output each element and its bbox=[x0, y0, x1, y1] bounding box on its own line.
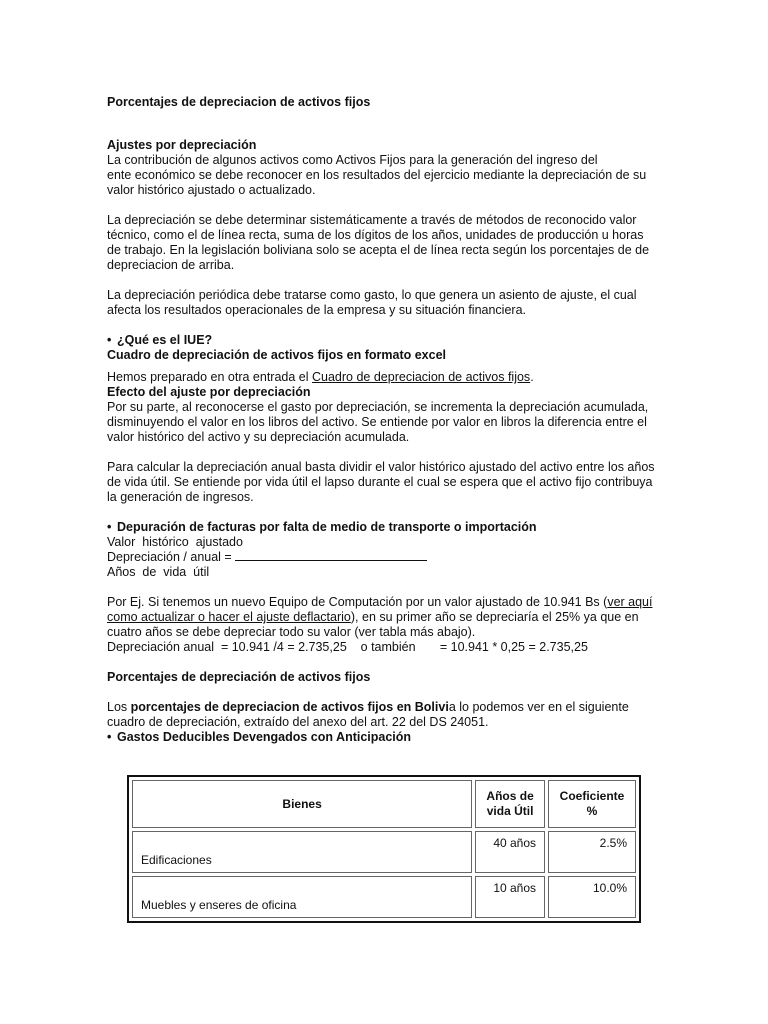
bullet-icon: • bbox=[107, 730, 112, 744]
los-line2: cuadro de depreciación, extraído del anexo del art. 22 del DS 24051. bbox=[107, 715, 489, 729]
bullet-icon: • bbox=[107, 520, 112, 534]
example-line bbox=[107, 610, 667, 625]
cell-anios: 10 años bbox=[475, 876, 545, 918]
formula-numerator: Valor histórico ajustado bbox=[107, 535, 243, 549]
fraction-line bbox=[235, 550, 427, 561]
los-line bbox=[107, 700, 667, 715]
table-row bbox=[132, 831, 636, 873]
document-body bbox=[107, 95, 667, 745]
table-header-row bbox=[132, 780, 636, 828]
cell-coef: 2.5% bbox=[548, 831, 636, 873]
hemos-paragraph bbox=[107, 370, 667, 385]
line: de trabajo. En la legislación boliviana solo se acepta el de línea recta según los porcentajes de de bbox=[107, 243, 650, 257]
line: La contribución de algunos activos como Activos Fijos para la generación del ingreso del bbox=[107, 153, 598, 167]
document-title: Porcentajes de depreciacion de activos fijos bbox=[107, 95, 371, 109]
los-bold: porcentajes de depreciacion de activos fijos en Bolivi bbox=[130, 700, 449, 714]
cell-bien: Edificaciones bbox=[132, 831, 472, 873]
cell-anios: 40 años bbox=[475, 831, 545, 873]
formula-label: Depreciación / anual = bbox=[107, 550, 232, 564]
cell-coef: 10.0% bbox=[548, 876, 636, 918]
ajuste-link[interactable]: ver aquí bbox=[607, 595, 653, 609]
bullet-depuracion-label: Depuración de facturas por falta de medio de transporte o importación bbox=[117, 520, 537, 534]
bullet-gastos[interactable] bbox=[107, 730, 667, 745]
cuadro-link[interactable]: Cuadro de depreciacion de activos fijos bbox=[312, 370, 531, 384]
example-text: Por Ej. Si tenemos un nuevo Equipo de Computación por un valor ajustado de 10.941 Bs ( bbox=[107, 595, 608, 609]
example-text: ), en su primer año se depreciaría el 25% ya que en bbox=[350, 610, 639, 624]
heading-porcentajes: Porcentajes de depreciación de activos fijos bbox=[107, 670, 371, 684]
col-bienes: Bienes bbox=[132, 780, 472, 828]
los-suffix: a lo podemos ver en el siguiente bbox=[448, 700, 629, 714]
line: ente económico se debe reconocer en los resultados del ejercicio mediante la depreciación de su bbox=[107, 168, 647, 182]
formula-row bbox=[107, 550, 667, 565]
depreciation-formula bbox=[107, 535, 667, 580]
heading-ajustes: Ajustes por depreciación bbox=[107, 138, 257, 152]
line: valor histórico ajustado o actualizado. bbox=[107, 183, 316, 197]
line: disminuyendo el valor en los libros del activo. Se entiende por valor en libros la diferencia entre el bbox=[107, 415, 647, 429]
bullet-depuracion[interactable] bbox=[107, 520, 667, 535]
line: La depreciación se debe determinar sistemáticamente a través de métodos de reconocido valor bbox=[107, 213, 637, 227]
line: depreciacion de arriba. bbox=[107, 258, 235, 272]
line: afecta los resultados operacionales de la empresa y su situación financiera. bbox=[107, 303, 526, 317]
bullet-icon: • bbox=[107, 333, 112, 347]
bullet-gastos-label: Gastos Deducibles Devengados con Anticipación bbox=[117, 730, 412, 744]
table-row bbox=[132, 876, 636, 918]
example-calculation: Depreciación anual = 10.941 /4 = 2.735,25 o también = 10.941 * 0,25 = 2.735,25 bbox=[107, 640, 588, 654]
line: la generación de ingresos. bbox=[107, 490, 254, 504]
hemos-prefix: Hemos preparado en otra entrada el bbox=[107, 370, 312, 384]
example-line bbox=[107, 595, 667, 610]
heading-cuadro: Cuadro de depreciación de activos fijos en formato excel bbox=[107, 348, 446, 362]
bullet-iue[interactable] bbox=[107, 333, 667, 348]
line: de vida útil. Se entiende por vida útil el lapso durante el cual se espera que el activo fijo contribuya bbox=[107, 475, 653, 489]
line: Para calcular la depreciación anual basta dividir el valor histórico ajustado del activo entre los años bbox=[107, 460, 655, 474]
bullet-iue-label: ¿Qué es el IUE? bbox=[117, 333, 213, 347]
line: técnico, como el de línea recta, suma de los dígitos de los años, unidades de producción u horas bbox=[107, 228, 644, 242]
ajuste-link-cont[interactable]: como actualizar o hacer el ajuste deflactario bbox=[107, 610, 351, 624]
depreciation-table bbox=[127, 775, 641, 923]
hemos-suffix: . bbox=[530, 370, 534, 384]
cell-bien: Muebles y enseres de oficina bbox=[132, 876, 472, 918]
los-prefix: Los bbox=[107, 700, 131, 714]
line: Por su parte, al reconocerse el gasto por depreciación, se incrementa la depreciación acumulada, bbox=[107, 400, 649, 414]
line: La depreciación periódica debe tratarse como gasto, lo que genera un asiento de ajuste, el cual bbox=[107, 288, 637, 302]
example-line: cuatro años se debe depreciar todo su valor (ver tabla más abajo). bbox=[107, 625, 476, 639]
col-coeficiente: Coeficiente % bbox=[548, 780, 636, 828]
line: valor histórico del activo y su depreciación acumulada. bbox=[107, 430, 410, 444]
formula-denominator: Años de vida útil bbox=[107, 565, 210, 579]
heading-efecto: Efecto del ajuste por depreciación bbox=[107, 385, 311, 399]
col-anios: Años de vida Útil bbox=[475, 780, 545, 828]
